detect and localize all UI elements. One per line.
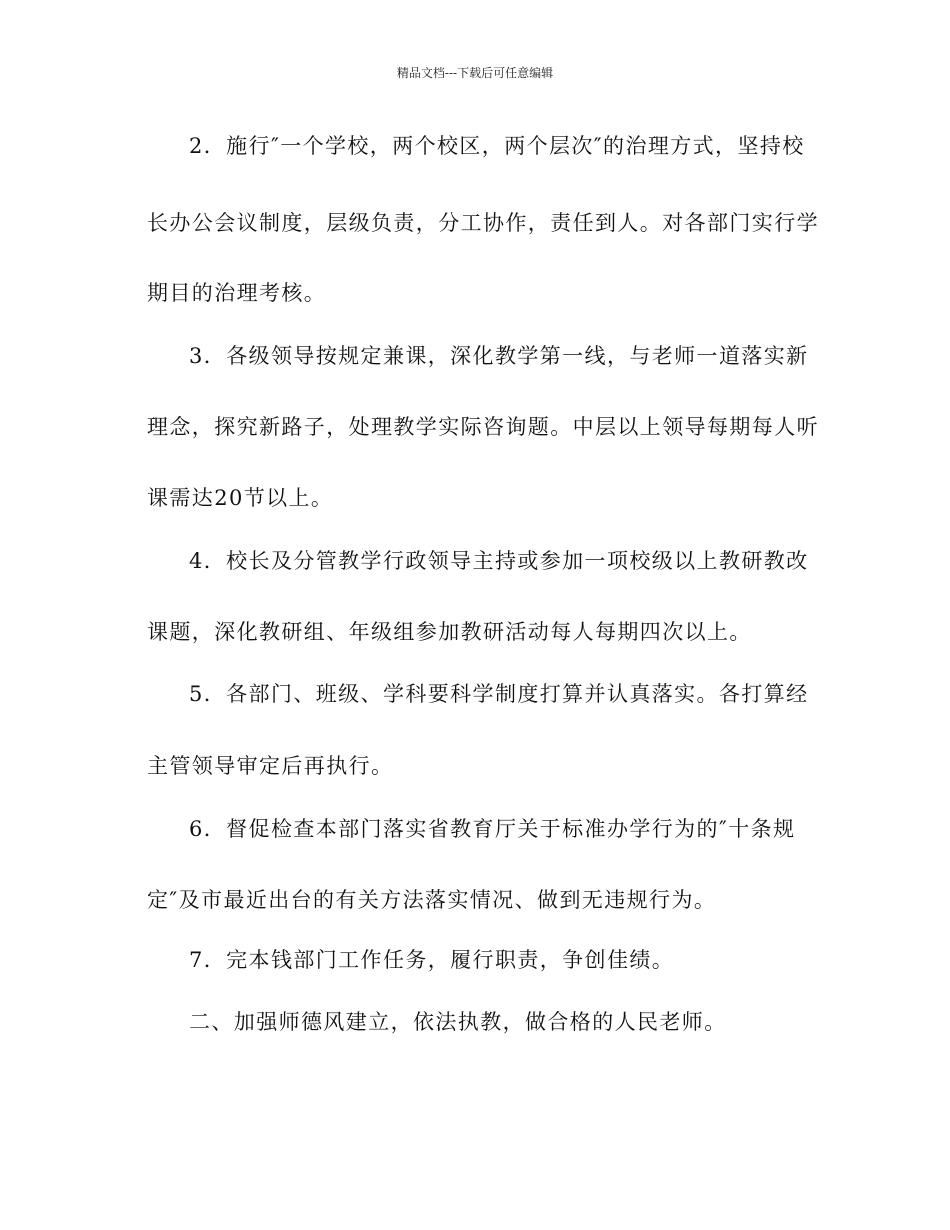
paragraph-line: 主管领导审定后再执行。: [147, 754, 394, 778]
page-header: 精品文档---下载后可任意编辑: [396, 66, 554, 80]
paragraph-line: 5．各部门、班级、学科要科学制度打算并认真落实。各打算经: [189, 682, 809, 706]
paragraph-line: 期目的治理考核。: [147, 281, 327, 305]
paragraph-line: 课需达20节以上。: [147, 486, 334, 510]
section-heading: 二、加强师德风建立，依法执教，做合格的人民老师。: [189, 1010, 727, 1034]
paragraph-line: 长办公会议制度，层级负责，分工协作，责任到人。对各部门实行学: [147, 211, 819, 235]
paragraph-line: 6．督促检查本部门落实省教育厅关于标准办学行为的″十条规: [189, 817, 796, 841]
paragraph-line: 4．校长及分管教学行政领导主持或参加一项校级以上教研教改: [189, 549, 809, 573]
paragraph-line: 课题，深化教研组、年级组参加教研活动每人每期四次以上。: [147, 620, 752, 644]
paragraph-line: 3．各级领导按规定兼课，深化教学第一线，与老师一道落实新: [189, 344, 809, 368]
paragraph-line: 2．施行″一个学校，两个校区，两个层次″的治理方式，坚持校: [189, 134, 805, 158]
paragraph-line: 7．完本钱部门工作任务，履行职责，争创佳绩。: [189, 948, 675, 972]
paragraph-line: 定″及市最近出台的有关方法落实情况、做到无违规行为。: [147, 888, 717, 912]
paragraph-line: 理念，探究新路子，处理教学实际咨询题。中层以上领导每期每人听: [147, 415, 819, 439]
